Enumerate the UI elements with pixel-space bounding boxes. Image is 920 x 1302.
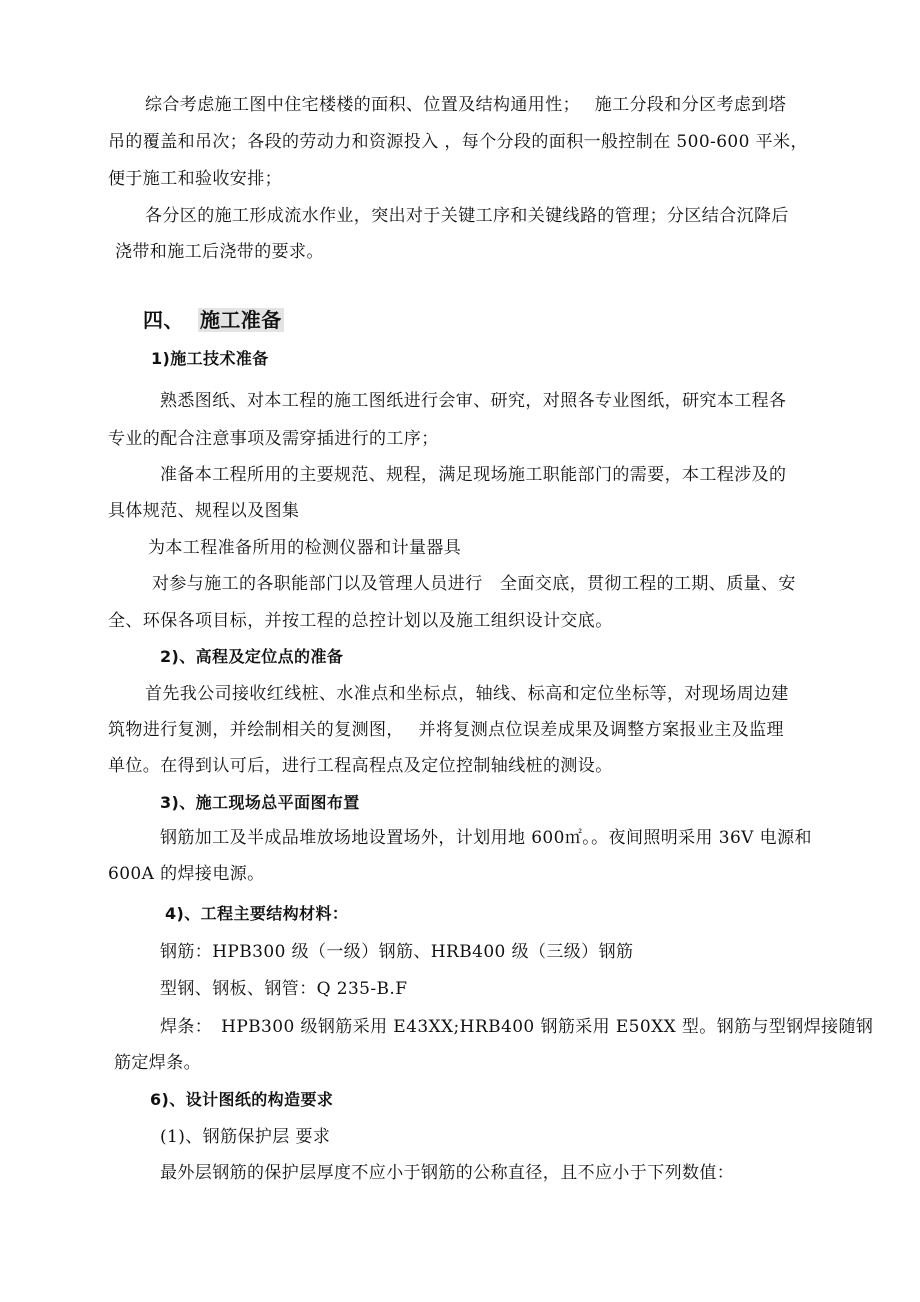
paragraph-line: 为本工程准备所用的检测仪器和计量器具 [148,538,462,558]
paragraph-line: 吊的覆盖和吊次；各段的劳动力和资源投入 ，每个分段的面积一般控制在 500-600 平米， [108,132,808,152]
paragraph-line: 首先我公司接收红线桩、水准点和坐标点，轴线、标高和定位坐标等，对现场周边建 [145,684,789,704]
section-number: 四、 [143,308,184,332]
paragraph-line: 具体规范、规程以及图集 [108,501,300,521]
paragraph-line: 专业的配合注意事项及需穿插进行的工序； [108,429,439,449]
paragraph-line: 焊条： HPB300 级钢筋采用 E43XX;HRB400 钢筋采用 E50XX 型。钢筋与型钢焊接随钢 [160,1017,874,1037]
paragraph-line: 便于施工和验收安排； [108,169,282,189]
paragraph-line: 钢筋加工及半成品堆放场地设置场外，计划用地 600㎡。。夜间照明采用 36V 电源和 [160,828,812,848]
paragraph-line: 熟悉图纸、对本工程的施工图纸进行会审、研究，对照各专业图纸，研究本工程各 [160,391,787,411]
paragraph-line: 最外层钢筋的保护层厚度不应小于钢筋的公称直径，且不应小于下列数值： [160,1163,735,1183]
paragraph-line: 浇带和施工后浇带的要求。 [115,242,324,262]
item-title: (1)、钢筋保护层 要求 [160,1127,331,1147]
paragraph-line: 准备本工程所用的主要规范、规程，满足现场施工职能部门的需要，本工程涉及的 [160,465,787,485]
section-title-text: 施工准备 [200,308,282,332]
paragraph-line: 600A 的焊接电源。 [108,864,265,884]
section-title [198,306,284,334]
paragraph-line: 对参与施工的各职能部门以及管理人员进行 全面交底，贯彻工程的工期、质量、安 [152,574,796,594]
paragraph-line: 筑物进行复测，并绘制相关的复测图， 并将复测点位误差成果及调整方案报业主及监理 [108,720,784,740]
paragraph-line: 全、环保各项目标，并按工程的总控计划以及施工组织设计交底。 [108,611,613,631]
paragraph-line: 综合考虑施工图中住宅楼楼的面积、位置及结构通用性； 施工分段和分区考虑到塔 [145,95,787,115]
subsection-title: 6)、设计图纸的构造要求 [150,1090,334,1109]
subsection-title: 3)、施工现场总平面图布置 [160,793,360,812]
subsection-title: 4)、工程主要结构材料： [165,904,349,923]
paragraph-line: 型钢、钢板、钢管：Q 235-B.F [160,979,408,999]
paragraph-line: 钢筋：HPB300 级（一级）钢筋、HRB400 级（三级）钢筋 [160,942,634,962]
subsection-title: 2)、高程及定位点的准备 [160,647,344,666]
paragraph-line: 各分区的施工形成流水作业，突出对于关键工序和关键线路的管理；分区结合沉降后 [145,206,789,226]
paragraph-line: 筋定焊条。 [114,1053,201,1073]
paragraph-line: 单位。在得到认可后，进行工程高程点及定位控制轴线桩的测设。 [108,756,613,776]
subsection-title: 1)施工技术准备 [151,349,269,368]
